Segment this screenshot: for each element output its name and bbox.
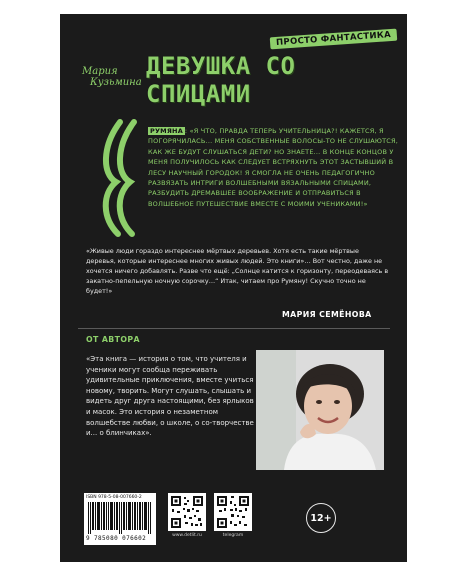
review-text: «Живые люди гораздо интереснее мёртвых деревьев. Хотя есть такие мёртвые деревья, которые интереснее многих живых людей. Это книги»… Вот честно, даже не хочется ничего добавлять. Разве что ещё: „Солнце катится к горизонту, переодеваясь в закатно-пепельную ночную сорочку…“ Итак, читаем про Румяну! Скучно точно не будет!»: [86, 247, 389, 295]
qr-site-label: www.detlit.ru: [172, 533, 202, 538]
from-author-heading: ОТ АВТОРА: [86, 335, 140, 344]
character-name: РУМЯНА: [150, 127, 183, 135]
age-rating-badge: 12+: [306, 503, 336, 533]
review-author: МАРИЯ СЕМЁНОВА: [282, 310, 372, 319]
quote-mark-icon: [90, 118, 142, 238]
author-last-name: Кузьмина: [90, 77, 142, 88]
series-tag: ПРОСТО ФАНТАСТИКА: [270, 29, 398, 50]
quote-text: : «Я ЧТО, ПРАВДА ТЕПЕРЬ УЧИТЕЛЬНИЦА?! КАЖЕТСЯ, Я ПОГОРЯЧИЛАСЬ... МЕНЯ СОБСТВЕННЫЕ ВОЛОСЫ-ТО НЕ СЛУШАЮТСЯ, КАК ЖЕ БУДУТ СЛУШАТЬСЯ ДЕТИ? НО ЗНАЕТЕ... В КОНЦЕ КОНЦОВ У МЕНЯ ПОЛУЧИЛОСЬ КАК СЛЕДУЕТ ВСТРЯХНУТЬ ЭТОТ ЗАСТЫВШИЙ В ЛЕСУ НАУЧНЫЙ ГОРОДОК! Я СМОГЛА НЕ ОЧЕНЬ ПЕДАГОГИЧНО РАЗВЯЗАТЬ ИНТРИГИ ВОЛШЕБНЫМИ ВЯЗАЛЬНЫМИ СПИЦАМИ, РАЗБУДИТЬ ДРЕМАВШЕЕ ВООБРАЖЕНИЕ И ОТПРАВИТЬСЯ В ВОЛШЕБНОЕ ПУТЕШЕСТВИЕ ВМЕСТЕ С МОИМИ УЧЕНИКАМИ!»: [148, 127, 398, 208]
author-first-name: Мария: [82, 66, 118, 77]
qr-code-icon: [168, 493, 206, 531]
barcode-number: 9 785080 076602: [86, 535, 147, 542]
divider: [78, 328, 390, 329]
character-quote: [148, 126, 398, 209]
barcode-icon: [88, 502, 152, 534]
qr-code-telegram[interactable]: [212, 493, 254, 538]
isbn-label: ISBN 978-5-08-007660-2: [86, 495, 142, 500]
qr-code-site[interactable]: [166, 493, 208, 538]
from-author-text: «Эта книга — история о том, что учителя и ученики могут сообща переживать удивительные приключения, вместе учиться новому, творить. Могут слушать, слышать и видеть друг друга настоящими, без ярлыков и масок. Это история о незаметном волшебстве любви, о школе, о со-творчестве и... о блинчиках».: [86, 355, 254, 438]
book-back-cover: [60, 14, 407, 562]
book-title: ДЕВУШКА СО СПИЦАМИ: [146, 52, 296, 108]
qr-code-icon: [214, 493, 252, 531]
author-photo: [256, 350, 384, 470]
isbn-barcode: [84, 493, 156, 545]
author-name: [82, 66, 142, 88]
qr-telegram-label: telegram: [222, 533, 244, 538]
